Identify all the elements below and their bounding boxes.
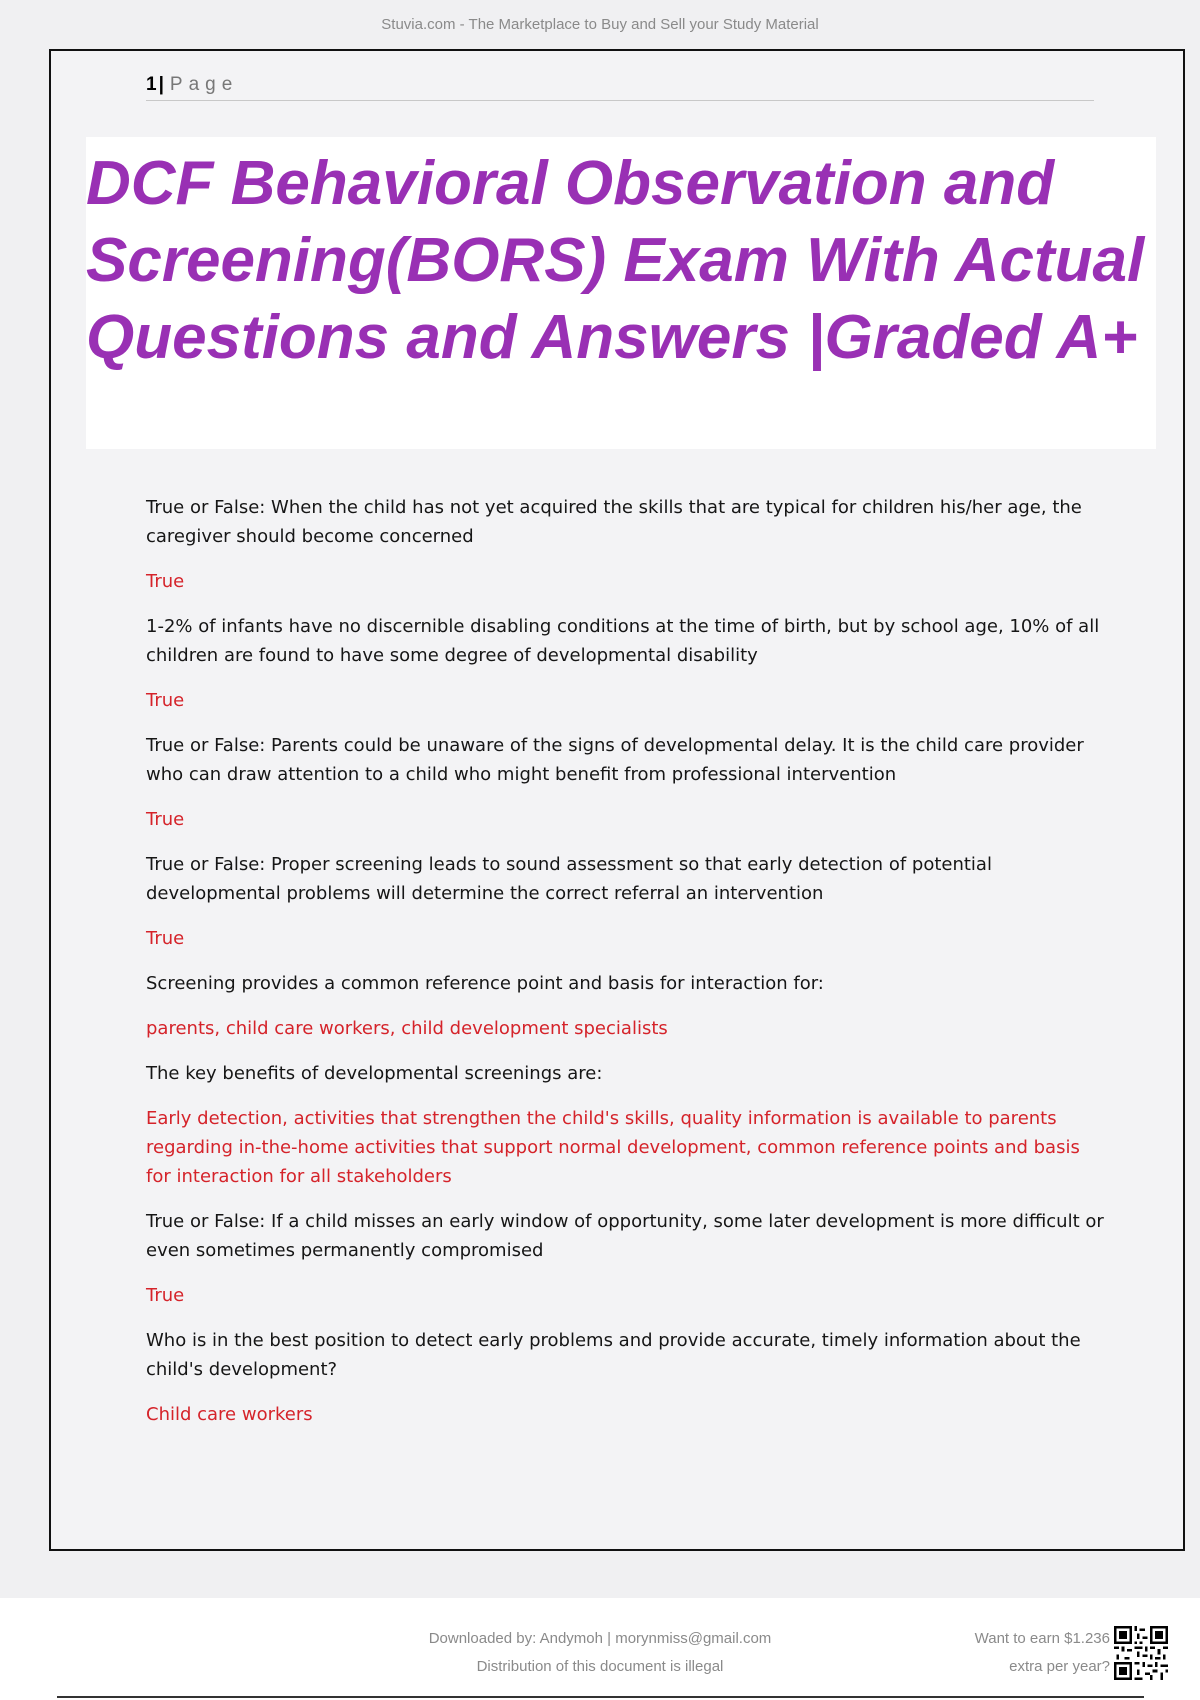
- question-4: True or False: Proper screening leads to sound assessment so that early detection of potential developmental problems will determine the correct referral an intervention: [146, 854, 992, 904]
- question-2: 1-2% of infants have no discernible disabling conditions at the time of birth, but by school age, 10% of all children are found to have some degree of developmental disability: [146, 616, 1100, 666]
- answer-1: True: [146, 571, 185, 592]
- question-3: True or False: Parents could be unaware of the signs of developmental delay. It is the child care provider who can draw attention to a child who might benefit from professional intervention: [146, 735, 1084, 785]
- question-6: The key benefits of developmental screenings are:: [146, 1063, 603, 1084]
- page-separator: |: [158, 74, 164, 95]
- document-title: DCF Behavioral Observation and Screening(BORS) Exam With Actual Questions and Answers |Graded A+: [86, 149, 1145, 372]
- earn-promo-line1[interactable]: Want to earn $1.236: [974, 1630, 1110, 1647]
- qr-code-icon[interactable]: [1114, 1626, 1168, 1680]
- question-7: True or False: If a child misses an early window of opportunity, some later development is more difficult or even sometimes permanently compromised: [146, 1211, 1104, 1261]
- download-footer: [0, 1598, 1200, 1700]
- answer-8: Child care workers: [146, 1404, 313, 1425]
- earn-promo-line2[interactable]: extra per year?: [1009, 1658, 1110, 1675]
- distribution-notice: Distribution of this document is illegal: [476, 1658, 724, 1675]
- title-box: [86, 137, 1156, 449]
- stuvia-banner: Stuvia.com - The Marketplace to Buy and Sell your Study Material: [381, 16, 819, 33]
- answer-7: True: [146, 1285, 185, 1306]
- answer-5: parents, child care workers, child development specialists: [146, 1018, 668, 1039]
- footer-divider: [57, 1696, 1144, 1698]
- page-header: [146, 74, 1094, 101]
- answer-6: Early detection, activities that strengthen the child's skills, quality information is available to parents regarding in-the-home activities that support normal development, common reference points and basis for interaction for all stakeholders: [146, 1108, 1080, 1187]
- question-5: Screening provides a common reference point and basis for interaction for:: [146, 973, 824, 994]
- question-8: Who is in the best position to detect early problems and provide accurate, timely information about the child's development?: [146, 1330, 1081, 1380]
- document-page: [49, 49, 1185, 1551]
- downloaded-by: Downloaded by: Andymoh | morynmiss@gmail.com: [428, 1630, 772, 1647]
- answer-2: True: [146, 690, 185, 711]
- page-number: 1: [146, 74, 157, 95]
- qa-list: [146, 493, 1106, 1445]
- question-1: True or False: When the child has not yet acquired the skills that are typical for children his/her age, the caregiver should become concerned: [146, 497, 1082, 547]
- answer-3: True: [146, 809, 185, 830]
- answer-4: True: [146, 928, 185, 949]
- page-word: Page: [169, 74, 239, 95]
